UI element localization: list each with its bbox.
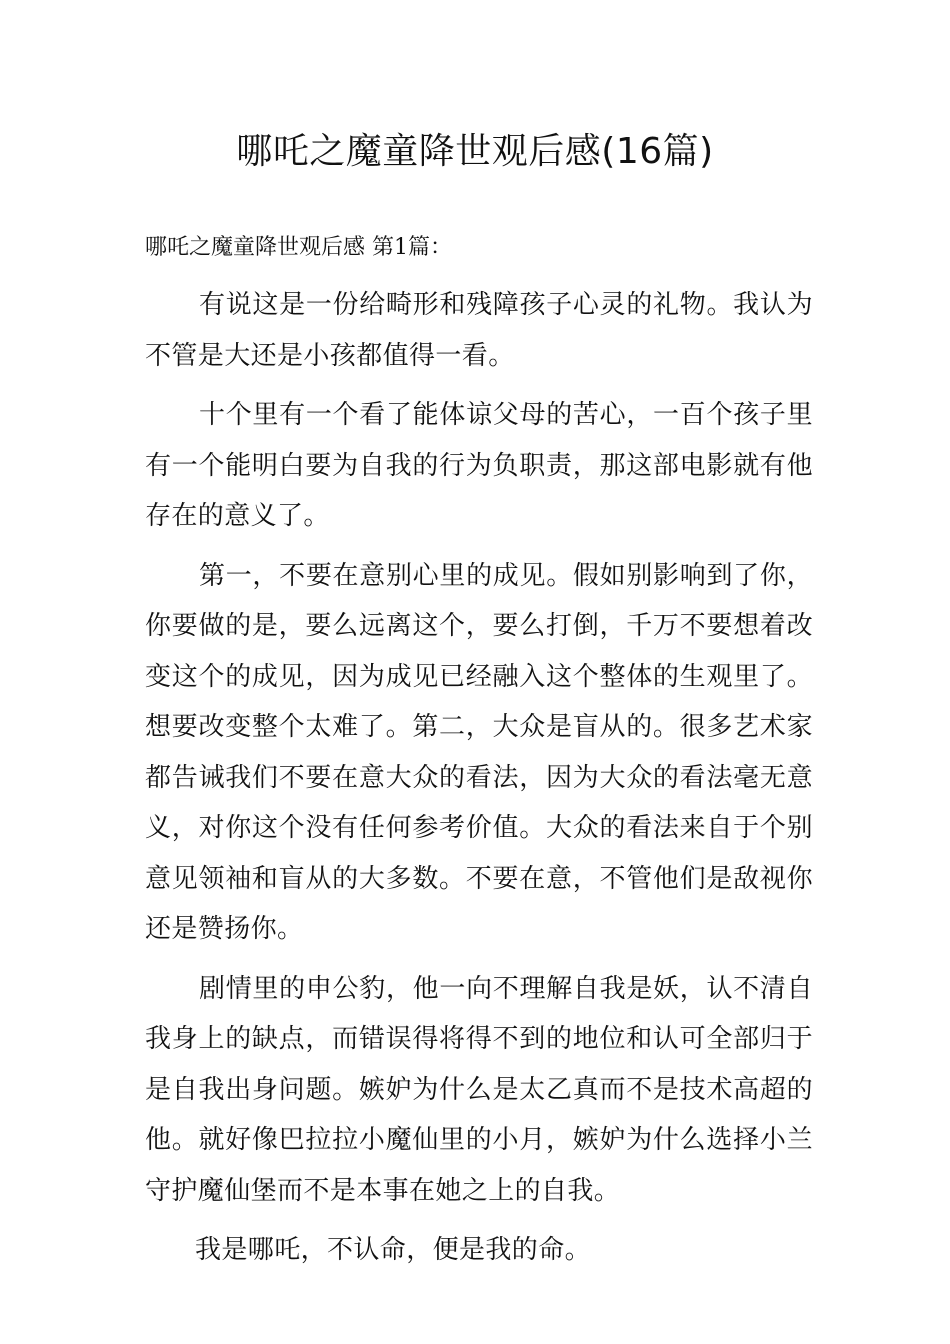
document-title: 哪吒之魔童降世观后感(16篇) [236, 131, 714, 172]
paragraph-1: 有说这是一份给畸形和残障孩子心灵的礼物。我认为不管是大还是小孩都值得一看。 [145, 290, 813, 371]
paragraph-4: 剧情里的申公豹，他一向不理解自我是妖，认不清自我身上的缺点，而错误得将得不到的地位和认可全部归于是自我出身问题。嫉妒为什么是太乙真而不是技术高超的他。就好像巴拉拉小魔仙里的小月，嫉妒为什么选择小兰守护魔仙堡而不是本事在她之上的自我。 [145, 973, 813, 1206]
paragraph-5: 我是哪吒，不认命，便是我的命。 [195, 1235, 592, 1265]
section-heading: 哪吒之魔童降世观后感 第1篇： [145, 235, 452, 260]
paragraph-3: 第一，不要在意别心里的成见。假如别影响到了你，你要做的是，要么远离这个，要么打倒，千万不要想着改变这个的成见，因为成见已经融入这个整体的生观里了。想要改变整个太难了。第二，大众是盲从的。很多艺术家都告诫我们不要在意大众的看法，因为大众的看法毫无意义，对你这个没有任何参考价值。大众的看法来自于个别意见领袖和盲从的大多数。不要在意，不管他们是敌视你还是赞扬你。 [145, 560, 813, 944]
document-body [145, 228, 813, 1285]
paragraph-2: 十个里有一个看了能体谅父母的苦心，一百个孩子里有一个能明白要为自我的行为负职责，那这部电影就有他存在的意义了。 [145, 400, 813, 531]
